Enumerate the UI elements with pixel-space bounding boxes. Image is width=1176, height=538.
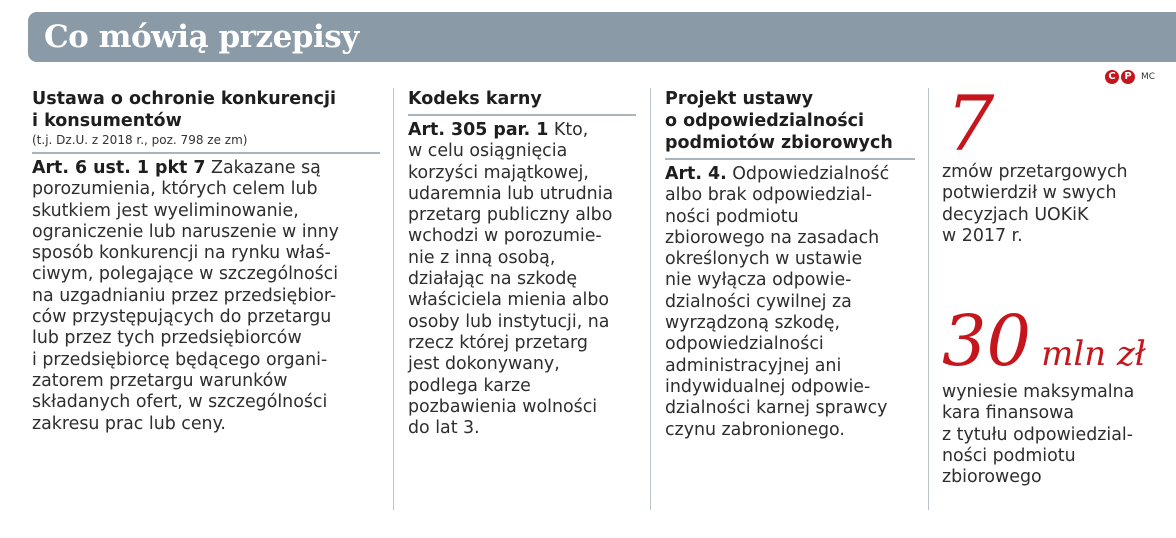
stat-unit: mln zł xyxy=(1041,334,1146,374)
stat-number: 7 xyxy=(946,79,995,168)
copyright-c-icon: C xyxy=(1105,70,1119,84)
column-separator xyxy=(650,88,651,510)
copyright-author: MC xyxy=(1141,72,1156,82)
article-ref: Art. 6 ust. 1 pkt 7 xyxy=(32,158,206,178)
page-title: Co mówią przepisy xyxy=(44,19,359,55)
column-kodeks-karny xyxy=(408,88,636,439)
stat-number: 30 mln zł xyxy=(942,300,1146,382)
column-separator xyxy=(928,88,929,510)
column-divider xyxy=(408,114,636,116)
column-projekt-ustawy xyxy=(665,88,915,441)
article-ref: Art. 4. xyxy=(665,164,727,184)
stat-description: wyniesie maksymalna kara finansowa z tytułu odpowiedzial- ności podmiotu zbiorowego xyxy=(942,382,1135,488)
stat-description: zmów przetargowych potwierdził w swych decyzjach UOKiK w 2017 r. xyxy=(942,162,1128,246)
copyright-mark xyxy=(1105,69,1155,85)
column-title: Ustawa o ochronie konkurencji i konsumentów xyxy=(32,89,336,131)
column-text: Art. 305 par. 1 Kto, w celu osiągnięcia korzyści majątkowej, udaremnia lub utrudnia przetarg publiczny albo wchodzi w porozumie- nie z inną osobą, działając na szkodę właściciela mienia albo osoby lub instytucji, na rzecz której przetarg jest dokonywany, podlega karze pozbawienia wolności do lat 3. xyxy=(408,120,614,439)
column-divider xyxy=(32,152,380,154)
column-text: Art. 4. Odpowiedzialność albo brak odpowiedzial- ności podmiotu zbiorowego na zasadach określonych w ustawie nie wyłącza odpowie- dzialności cywilnej za wyrządzoną szkodę, odpowiedzialności administracyjnej ani indywidualnej odpowie- dzialności karnej sprawcy czynu zabronionego. xyxy=(665,164,890,440)
copyright-p-icon: P xyxy=(1121,70,1135,84)
column-text: Art. 6 ust. 1 pkt 7 Zakazane są porozumienia, których celem lub skutkiem jest wyeliminowanie, ograniczenie lub naruszenie w inny sposób konkurencji na rynku właś- ciwym, polegające w szczególności na uzgadnianiu przez przedsiębior- ców przystępujących do przetargu lub przez tych przedsiębiorców i przedsiębiorcę będącego organi- zatorem przetargu warunków składanych ofert, w szczególności zakresu prac lub ceny. xyxy=(32,158,339,434)
column-title: Kodeks karny xyxy=(408,89,542,109)
column-uokik xyxy=(32,88,380,435)
article-ref: Art. 305 par. 1 xyxy=(408,120,549,140)
column-divider xyxy=(665,158,915,160)
column-title: Projekt ustawy o odpowiedzialności podmiotów zbiorowych xyxy=(665,89,893,153)
column-separator xyxy=(393,88,394,510)
column-subtitle: (t.j. Dz.U. z 2018 r., poz. 798 ze zm) xyxy=(32,133,248,147)
